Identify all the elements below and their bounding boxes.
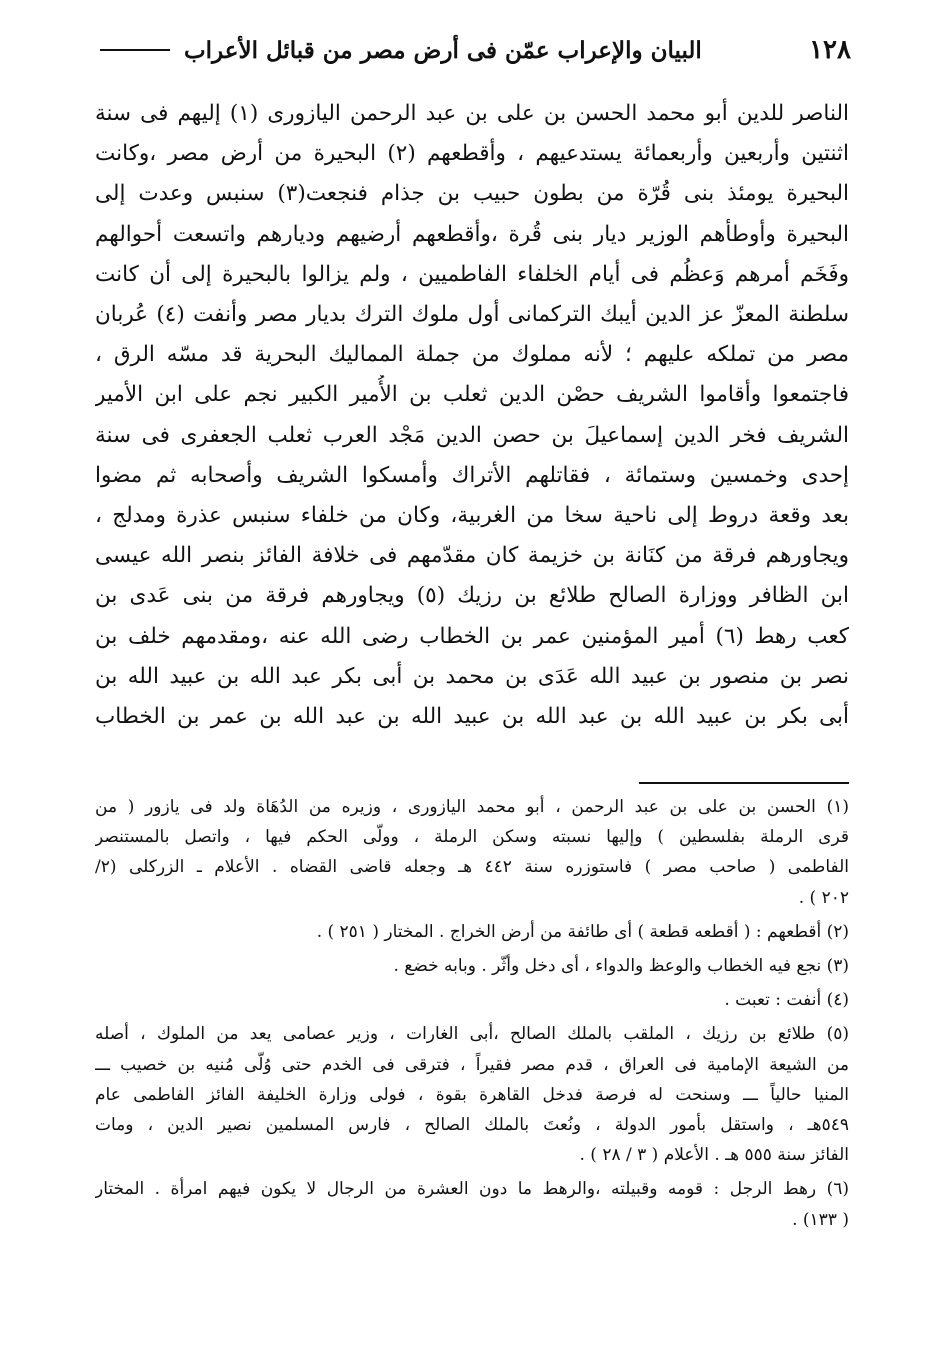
footnote-line: ٥٤٩هـ ، واستقل بأمور الدولة ، ونُعتَ بالملك الصالح ، فارس المسلمين نصير الدين ، ومات bbox=[95, 1115, 849, 1136]
body-line: البحيرة يومئذ بنى قُرّة من بطون حبيب بن جذام فنجعت(٣) سنبس وعدت إلى bbox=[95, 181, 849, 207]
page-header bbox=[100, 30, 851, 70]
body-line: وفَخَم أمرهم وَعظُم فى أيام الخلفاء الفاطميين ، ولم يزالوا بالبحيرة إلى أن كانت bbox=[95, 261, 849, 287]
body-line: البحيرة وأوطأهم الوزير ديار بنى قُرة ،وأقطعهم أرضيهم وديارهم واتسعت أحوالهم bbox=[95, 221, 849, 247]
footnote-4 bbox=[95, 985, 849, 1015]
footnote-6 bbox=[95, 1174, 849, 1234]
footnote-2 bbox=[95, 917, 849, 947]
body-line: كعب رهط (٦) أمير المؤمنين عمر بن الخطاب رضى الله عنه ،ومقدمهم خلف بن bbox=[95, 623, 849, 649]
footnote-line: (٢) أقطعهم : ( أقطعه قطعة ) أى طائفة من أرض الخراج . المختار ( ٢٥١ ) . bbox=[316, 921, 849, 942]
body-line: ويجاورهم فرقة من كنَانة بن خزيمة كان مقدّمهم فى خلافة الفائز بنصر الله عيسى bbox=[95, 543, 849, 569]
body-line: الشريف فخر الدين إسماعيلَ بن حصن الدين مَجْد العرب ثعلب الجعفرى فى سنة bbox=[95, 422, 849, 448]
footnotes bbox=[95, 792, 849, 1239]
footnote-line: (٦) رهط الرجل : قومه وقبيلته ،والرهط ما دون العشرة من الرجال لا يكون فيهم امرأة . المختار bbox=[95, 1179, 849, 1200]
body-line: أبى بكر بن عبيد الله بن عبد الله بن عبيد الله بن عبد الله بن عمر بن الخطاب bbox=[95, 704, 849, 730]
body-line: ابن الظافر ووزارة الصالح طلائع بن رزيك (٥) ويجاورهم فرقة من بنى عَدى بن bbox=[95, 583, 849, 609]
body-line: الناصر للدين أبو محمد الحسن بن على بن عبد الرحمن اليازورى (١) إليهم فى سنة bbox=[95, 101, 849, 126]
footnote-line: (١) الحسن بن على بن عبد الرحمن ، أبو محمد اليازورى ، وزيره من الدُهَاة ولد فى يازور ( من bbox=[95, 797, 849, 817]
footnote-line: الفائز سنة ٥٥٥ هـ . الأعلام ( ٣ / ٢٨ ) . bbox=[579, 1145, 849, 1166]
footnote-5 bbox=[95, 1019, 849, 1170]
running-title-wrap bbox=[100, 37, 702, 64]
footnote-line: من الشيعة الإمامية فى العراق ، قدم مصر فقيراً ، فترقى فى الخدم حتى وُلّى مُنيه بن خصيب ـــ bbox=[95, 1054, 849, 1075]
page-number: ١٢٨ bbox=[809, 35, 851, 65]
body-line: فاجتمعوا وأقاموا الشريف حصْن الدين ثعلب بن الأُمير الكبير نجم على ابن الأمير bbox=[95, 382, 849, 408]
footnote-line: ٢٠٢ ) . bbox=[798, 887, 849, 908]
footnote-separator bbox=[639, 782, 849, 784]
body-line: مصر من تملكه عليهم ؛ لأنه مملوك من جملة المماليك البحرية قد مسّه الرق ، bbox=[95, 342, 849, 368]
body-line: اثنتين وأربعين وأربعمائة يستدعيهم ، وأقطعهم (٢) البحيرة من أرض مصر ،وكانت bbox=[95, 141, 849, 167]
footnote-3 bbox=[95, 951, 849, 981]
footnote-1 bbox=[95, 792, 849, 913]
main-text bbox=[95, 94, 849, 737]
body-line: إحدى وخمسين وستمائة ، فقاتلهم الأتراك وأمسكوا الشريف وأصحابه ثم مضوا bbox=[95, 462, 849, 488]
footnote-line: المنيا حالياً ـــ وسنحت له فرصة فدخل القاهرة بقوة ، فولى وزارة الخليفة الفائز الفاطمى عام bbox=[95, 1084, 849, 1105]
body-line: سلطنة المعزّ عز الدين أيبك التركمانى أول ملوك الترك بديار مصر وأنفت (٤) عُربان bbox=[95, 302, 849, 328]
footnote-line: الفاطمى ( صاحب مصر ) فاستوزره سنة ٤٤٢ هـ وجعله قاضى القضاه . الأعلام ـ الزركلى (٢/ bbox=[95, 857, 849, 878]
footnote-line: قرى الرملة بفلسطين ) وإليها نسبته وسكن الرملة ، وولّى الحكم فيها ، واتصل بالمستنصر bbox=[95, 827, 849, 848]
header-rule bbox=[100, 49, 170, 51]
running-title: البيان والإعراب عمّن فى أرض مصر من قبائل الأعراب bbox=[184, 36, 702, 64]
footnote-line: ( ١٣٣) . bbox=[792, 1209, 849, 1230]
footnote-line: (٣) نجع فيه الخطاب والوعظ والدواء ، أى دخل وأثّر . وبابه خضع . bbox=[393, 956, 849, 977]
body-line: نصر بن منصور بن عبيد الله عَدَى بن محمد بن أبى بكر عبد الله بن عبيد الله بن bbox=[95, 663, 849, 689]
footnote-line: (٤) أنفت : تعبت . bbox=[724, 990, 849, 1011]
footnote-line: (٥) طلائع بن رزيك ، الملقب بالملك الصالح ،أبى الغارات ، وزير عصامى يعد من الملوك ، أصله bbox=[95, 1024, 849, 1045]
body-line: بعد وقعة دروط إلى ناحية سخا من الغربية، وكان من خلفاء سنبس عذرة ومدلج ، bbox=[95, 503, 849, 529]
